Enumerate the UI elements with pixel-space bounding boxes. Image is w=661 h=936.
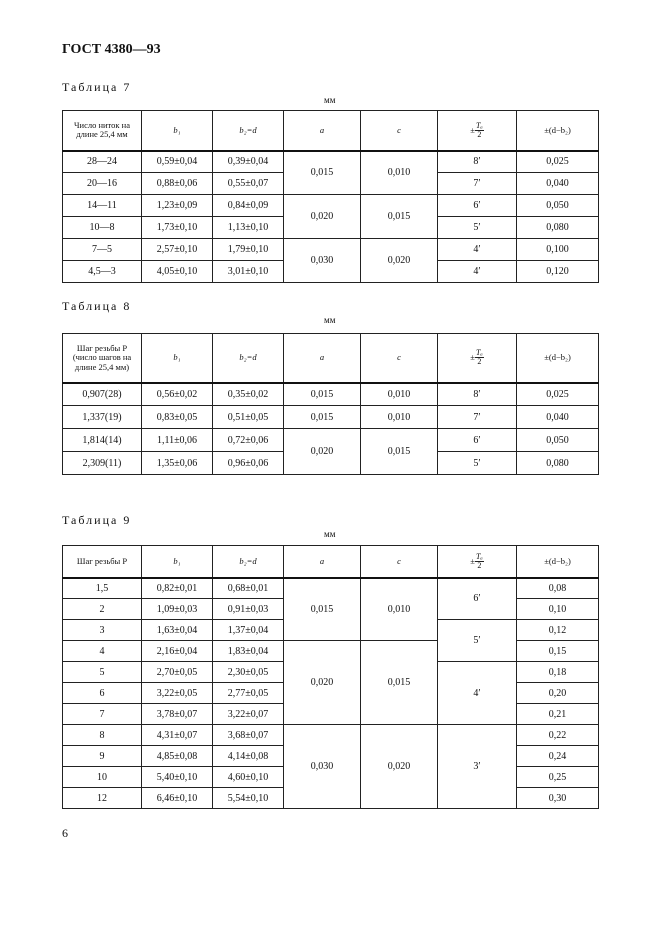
c-cell: 0,015 (361, 195, 438, 239)
pitch-cell: 2,309(11) (63, 452, 142, 475)
b2-cell: 0,39±0,04 (213, 151, 284, 173)
b2-cell: 0,84±0,09 (213, 195, 284, 217)
table-row (63, 406, 599, 429)
diff-cell: 0,040 (517, 173, 599, 195)
b1-cell: 0,59±0,04 (142, 151, 213, 173)
b2-cell: 3,68±0,07 (213, 725, 284, 746)
table7-header-b1: b₁ (142, 111, 213, 151)
table9-header-b1: b₁ (142, 546, 213, 578)
c-cell: 0,010 (361, 578, 438, 641)
table9-header-b2: b₂=d (213, 546, 284, 578)
table-row (63, 641, 599, 662)
tolerance-cell: 7′ (438, 406, 517, 429)
pitch-cell: 1,5 (63, 578, 142, 599)
b2-cell: 4,60±0,10 (213, 767, 284, 788)
b2-cell: 4,14±0,08 (213, 746, 284, 767)
table8-header-b2: b₂=d (213, 334, 284, 383)
diff-cell: 0,040 (517, 406, 599, 429)
b2-cell: 1,83±0,04 (213, 641, 284, 662)
diff-cell: 0,18 (517, 662, 599, 683)
table7 (62, 110, 599, 283)
diff-cell: 0,080 (517, 217, 599, 239)
b1-cell: 0,56±0,02 (142, 383, 213, 406)
page-number: 6 (62, 826, 68, 840)
table7-unit: мм (324, 95, 336, 105)
b1-cell: 1,63±0,04 (142, 620, 213, 641)
table8-unit: мм (324, 315, 336, 325)
table-row (63, 578, 599, 599)
b2-cell: 1,79±0,10 (213, 239, 284, 261)
a-cell: 0,015 (284, 406, 361, 429)
pitch-cell: 12 (63, 788, 142, 809)
diff-cell: 0,24 (517, 746, 599, 767)
threads-cell: 28—24 (63, 151, 142, 173)
tolerance-cell: 8′ (438, 151, 517, 173)
b2-cell: 0,35±0,02 (213, 383, 284, 406)
table8-caption: Таблица 8 (62, 299, 132, 313)
diff-cell: 0,12 (517, 620, 599, 641)
table9-caption: Таблица 9 (62, 513, 132, 527)
pitch-cell: 10 (63, 767, 142, 788)
diff-cell: 0,120 (517, 261, 599, 283)
c-cell: 0,015 (361, 429, 438, 475)
b1-cell: 4,85±0,08 (142, 746, 213, 767)
tolerance-cell: 4′ (438, 261, 517, 283)
b2-cell: 3,22±0,07 (213, 704, 284, 725)
table-row (63, 383, 599, 406)
table9-header-tolerance: ± $\frac{\text{Tₐ}}{2}$ (438, 546, 517, 578)
pitch-cell: 1,814(14) (63, 429, 142, 452)
diff-cell: 0,025 (517, 151, 599, 173)
b2-cell: 0,72±0,06 (213, 429, 284, 452)
table9-header-c: c (361, 546, 438, 578)
a-cell: 0,020 (284, 429, 361, 475)
pitch-cell: 2 (63, 599, 142, 620)
diff-cell: 0,100 (517, 239, 599, 261)
b1-cell: 6,46±0,10 (142, 788, 213, 809)
b1-cell: 2,70±0,05 (142, 662, 213, 683)
table8-header-c: c (361, 334, 438, 383)
table-row (63, 725, 599, 746)
c-cell: 0,020 (361, 725, 438, 809)
b1-cell: 0,88±0,06 (142, 173, 213, 195)
a-cell: 0,030 (284, 239, 361, 283)
table7-header-threads: Число ниток на длине 25,4 мм (63, 111, 142, 151)
table7-header-tolerance: ± $\frac{\text{Tₐ}}{2}$ (438, 111, 517, 151)
tolerance-cell: 4′ (438, 239, 517, 261)
b2-cell: 0,68±0,01 (213, 578, 284, 599)
pitch-cell: 9 (63, 746, 142, 767)
table8-header-a: a (284, 334, 361, 383)
table8-header-tolerance: ± $\frac{\text{Tₐ}}{2}$ (438, 334, 517, 383)
table9-header-pitch: Шаг резьбы P (63, 546, 142, 578)
tolerance-cell: 3′ (438, 725, 517, 809)
b1-cell: 1,11±0,06 (142, 429, 213, 452)
b1-cell: 3,22±0,05 (142, 683, 213, 704)
a-cell: 0,020 (284, 641, 361, 725)
table-row (63, 239, 599, 261)
c-cell: 0,010 (361, 151, 438, 195)
table9-header-diff: ±(d−b₂) (517, 546, 599, 578)
tolerance-cell: 8′ (438, 383, 517, 406)
diff-cell: 0,025 (517, 383, 599, 406)
b1-cell: 0,83±0,05 (142, 406, 213, 429)
b1-cell: 2,16±0,04 (142, 641, 213, 662)
c-cell: 0,020 (361, 239, 438, 283)
table8-header-pitch: Шаг резьбы P (число шагов на длине 25,4 мм) (63, 334, 142, 383)
document-title: ГОСТ 4380—93 (62, 42, 161, 57)
b1-cell: 1,23±0,09 (142, 195, 213, 217)
table-row (63, 151, 599, 173)
b1-cell: 2,57±0,10 (142, 239, 213, 261)
table7-header-diff: ±(d−b₂) (517, 111, 599, 151)
pitch-cell: 1,337(19) (63, 406, 142, 429)
diff-cell: 0,25 (517, 767, 599, 788)
threads-cell: 20—16 (63, 173, 142, 195)
diff-cell: 0,08 (517, 578, 599, 599)
table8-header-diff: ±(d−b₂) (517, 334, 599, 383)
b1-cell: 1,09±0,03 (142, 599, 213, 620)
tolerance-cell: 5′ (438, 620, 517, 662)
diff-cell: 0,30 (517, 788, 599, 809)
c-cell: 0,010 (361, 406, 438, 429)
table9-unit: мм (324, 529, 336, 539)
table9-header-a: a (284, 546, 361, 578)
b2-cell: 5,54±0,10 (213, 788, 284, 809)
pitch-cell: 3 (63, 620, 142, 641)
tolerance-cell: 6′ (438, 578, 517, 620)
b2-cell: 0,51±0,05 (213, 406, 284, 429)
tolerance-cell: 6′ (438, 429, 517, 452)
diff-cell: 0,050 (517, 429, 599, 452)
a-cell: 0,015 (284, 151, 361, 195)
table9 (62, 545, 599, 809)
pitch-cell: 6 (63, 683, 142, 704)
threads-cell: 14—11 (63, 195, 142, 217)
b1-cell: 0,82±0,01 (142, 578, 213, 599)
c-cell: 0,015 (361, 641, 438, 725)
pitch-cell: 5 (63, 662, 142, 683)
b1-cell: 4,05±0,10 (142, 261, 213, 283)
b1-cell: 3,78±0,07 (142, 704, 213, 725)
threads-cell: 4,5—3 (63, 261, 142, 283)
b2-cell: 1,13±0,10 (213, 217, 284, 239)
threads-cell: 7—5 (63, 239, 142, 261)
b1-cell: 4,31±0,07 (142, 725, 213, 746)
b2-cell: 3,01±0,10 (213, 261, 284, 283)
b2-cell: 1,37±0,04 (213, 620, 284, 641)
pitch-cell: 8 (63, 725, 142, 746)
table7-header-c: c (361, 111, 438, 151)
table7-header-a: a (284, 111, 361, 151)
diff-cell: 0,050 (517, 195, 599, 217)
tolerance-cell: 7′ (438, 173, 517, 195)
c-cell: 0,010 (361, 383, 438, 406)
table-row (63, 195, 599, 217)
b2-cell: 0,55±0,07 (213, 173, 284, 195)
b2-cell: 2,77±0,05 (213, 683, 284, 704)
diff-cell: 0,21 (517, 704, 599, 725)
a-cell: 0,020 (284, 195, 361, 239)
table8 (62, 333, 599, 475)
b1-cell: 5,40±0,10 (142, 767, 213, 788)
b1-cell: 1,73±0,10 (142, 217, 213, 239)
tolerance-cell: 4′ (438, 662, 517, 725)
diff-cell: 0,22 (517, 725, 599, 746)
table7-header-b2: b₂=d (213, 111, 284, 151)
pitch-cell: 0,907(28) (63, 383, 142, 406)
pitch-cell: 7 (63, 704, 142, 725)
tolerance-cell: 5′ (438, 217, 517, 239)
b2-cell: 0,96±0,06 (213, 452, 284, 475)
pitch-cell: 4 (63, 641, 142, 662)
tolerance-cell: 6′ (438, 195, 517, 217)
table8-header-b1: b₁ (142, 334, 213, 383)
diff-cell: 0,080 (517, 452, 599, 475)
diff-cell: 0,10 (517, 599, 599, 620)
tolerance-cell: 5′ (438, 452, 517, 475)
diff-cell: 0,20 (517, 683, 599, 704)
diff-cell: 0,15 (517, 641, 599, 662)
table-row (63, 429, 599, 452)
a-cell: 0,015 (284, 578, 361, 641)
b1-cell: 1,35±0,06 (142, 452, 213, 475)
threads-cell: 10—8 (63, 217, 142, 239)
table7-caption: Таблица 7 (62, 80, 132, 94)
a-cell: 0,015 (284, 383, 361, 406)
b2-cell: 0,91±0,03 (213, 599, 284, 620)
b2-cell: 2,30±0,05 (213, 662, 284, 683)
a-cell: 0,030 (284, 725, 361, 809)
